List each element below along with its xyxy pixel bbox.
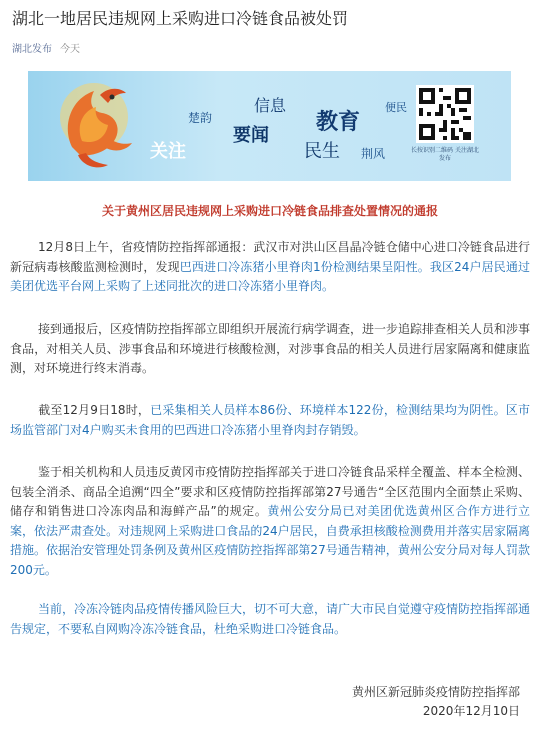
signature-block <box>352 683 520 721</box>
article-meta <box>12 40 80 55</box>
banner-word-guanzhu: 关注 <box>150 141 186 162</box>
paragraph-4-text: 鉴于相关机构和人员违反黄冈市疫情防控指挥部关于进口冷链食品采样全覆盖、样本全检测、包装全消杀、商品全追溯“四全”要求和区疫情防控指挥部第27号通告“全区范围内全面禁止采购、储存和销售进口冷冻肉品和海鲜产品”的规定。 <box>10 465 531 518</box>
paragraph-5 <box>10 600 530 639</box>
qr-caption: 长按识别二维码 关注湖北发布 <box>411 147 479 162</box>
paragraph-1 <box>10 238 530 297</box>
banner-word-xinxi: 信息 <box>254 96 287 115</box>
paragraph-3 <box>10 401 530 440</box>
banner-word-bianmin: 便民 <box>385 101 407 114</box>
paragraph-3-highlight: 已采集相关人员样本86份、环境样本122份，检测结果均为阴性。区市场监管部门对4户购买未食用的巴西进口冷冻猪小里脊肉封存销毁。 <box>10 403 530 437</box>
paragraph-2-text: 接到通报后，区疫情防控指挥部立即组织开展流行病学调查，进一步追踪排查相关人员和涉事食品，对相关人员、涉事食品和环境进行核酸检测，对涉事食品的相关人员进行居家隔离和健康监测，对环境进行终末消毒。 <box>10 322 531 375</box>
article-title: 湖北一地居民违规网上采购进口冷链食品被处罚 <box>12 9 349 28</box>
banner-word-jiaoyu: 教育 <box>316 110 361 135</box>
banner-word-yaowen: 要闻 <box>233 125 269 146</box>
signature-organization: 黄州区新冠肺炎疫情防控指挥部 <box>351 685 520 699</box>
paragraph-5-text: 当前，冷冻冷链肉品疫情传播风险巨大，切不可大意，请广大市民自觉遵守疫情防控指挥部通告规定，不要私自网购冷冻冷链食品，杜绝采购进口冷链食品。 <box>10 602 531 636</box>
paragraph-4 <box>10 463 530 580</box>
qr-code-icon <box>416 85 474 143</box>
signature-date: 2020年12月10日 <box>422 704 520 718</box>
paragraph-4-highlight: 黄州公安分局已对美团优选黄州区合作方进行立案，依法严肃查处。对违规网上采购进口食品的24户居民，自费承担核酸检测费用并落实居家隔离措施。依据治安管理处罚条例及黄州区疫情防控指挥部第27号通告精神，黄州公安分局对每人罚款200元。 <box>10 504 530 577</box>
banner-word-chuyun: 楚韵 <box>188 111 213 125</box>
paragraph-2 <box>10 320 530 379</box>
source-account-link[interactable]: 湖北发布 <box>12 44 52 55</box>
paragraph-1-text: 12月8日上午，省疫情防控指挥部通报：武汉市对洪山区昌晶冷链仓储中心进口冷链食品进行新冠病毒核酸监测检测时，发现 <box>10 240 530 274</box>
banner-word-minsheng: 民生 <box>304 141 340 162</box>
paragraph-1-highlight: 巴西进口冷冻猪小里脊肉1份检测结果呈阳性。我区24户居民通过美团优选平台网上采购了上述同批次的进口冷冻猪小里脊肉。 <box>10 259 530 293</box>
banner-word-jingfeng: 荆风 <box>361 147 386 161</box>
header-banner-image <box>28 71 511 181</box>
phoenix-logo-icon <box>42 77 146 175</box>
paragraph-3-text: 截至12月9日18时， <box>38 403 151 417</box>
notice-title: 关于黄州区居民违规网上采购进口冷链食品排查处置情况的通报 <box>101 204 438 218</box>
publish-time: 今天 <box>60 44 80 55</box>
